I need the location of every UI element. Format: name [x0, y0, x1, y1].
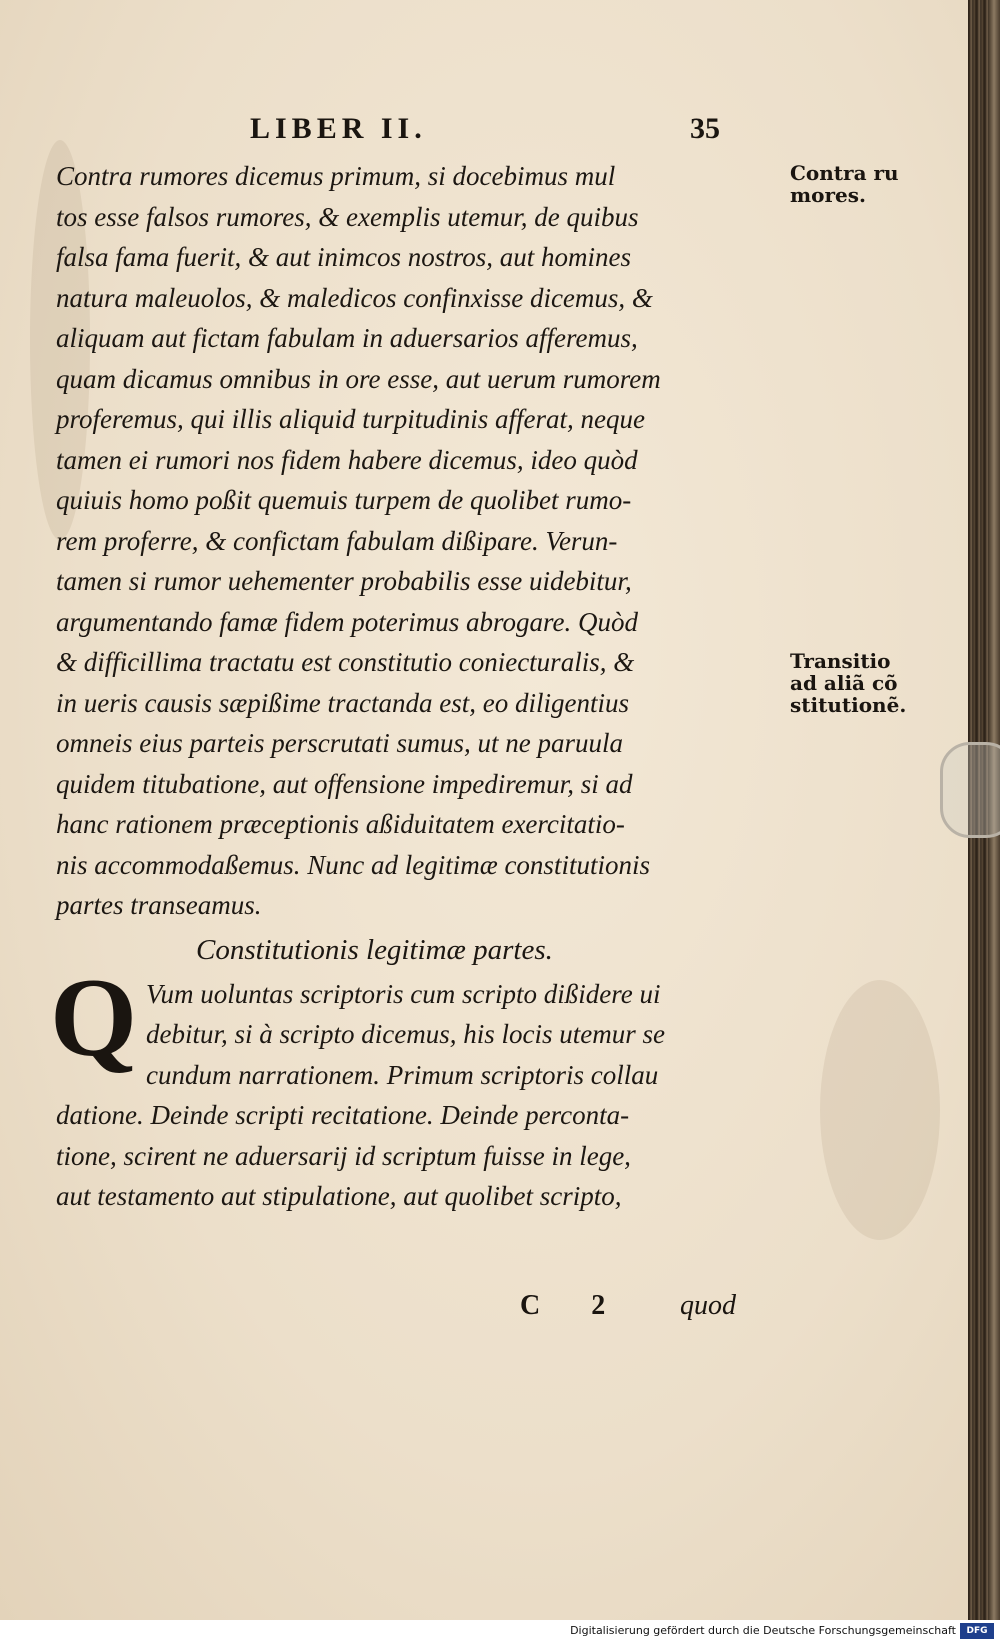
text-line: tamen si rumor uehementer probabilis esse uidebitur, [56, 566, 632, 596]
page-footer-line [520, 1290, 760, 1330]
text-line: rem proferre, & confictam fabulam dißipare. Verun- [56, 525, 618, 556]
catchword: quod [680, 1290, 736, 1321]
text-line: quiuis homo poßit quemuis turpem de quolibet rumo- [56, 485, 632, 515]
running-header [250, 112, 750, 152]
funding-credit: Digitalisierung gefördert durch die Deutsche Forschungsgemeinschaft [570, 1624, 956, 1637]
initial-paragraph [50, 955, 791, 1096]
main-text-block [50, 156, 791, 1217]
paper-stain [820, 980, 940, 1240]
text-line: in ueris causis sæpißime tractanda est, eo diligentius [56, 687, 629, 718]
text-line: cundum narrationem. Primum scriptoris collau [146, 1059, 659, 1090]
text-line: datione. Deinde scripti recitatione. Deinde perconta- [56, 1100, 630, 1130]
text-line: tos esse falsos rumores, & exemplis utemur, de quibus [56, 201, 639, 232]
text-line: debitur, si à scripto dicemus, his locis utemur se [146, 1019, 665, 1049]
text-line: tamen ei rumori nos fidem habere dicemus, ideo quòd [56, 444, 638, 475]
text-line: tione, scirent ne aduersarij id scriptum fuisse in lege, [56, 1140, 631, 1171]
text-line: quam dicamus omnibus in ore esse, aut uerum rumorem [56, 363, 661, 394]
text-line: quidem titubatione, aut offensione impediremur, si ad [56, 768, 633, 799]
margin-note-line: Transitio [790, 649, 891, 673]
book-clip [940, 742, 1000, 838]
dfg-logo: DFG [960, 1623, 994, 1639]
text-line: Contra rumores dicemus primum, si docebimus mul [56, 161, 616, 191]
margin-note-transitio [790, 650, 940, 716]
text-line: hanc rationem præceptionis aßiduitatem exercitatio- [56, 809, 625, 839]
text-line: omneis eius parteis perscrutati sumus, ut ne paruula [56, 728, 623, 758]
margin-note-line: ad aliã cõ [790, 671, 898, 695]
text-line: aliquam aut fictam fabulam in aduersarios afferemus, [56, 323, 638, 353]
margin-note-line: mores. [790, 183, 866, 207]
section-heading: Constitutionis legitimæ partes. [196, 933, 553, 966]
page-number: 35 [690, 112, 720, 145]
drop-cap-initial: Q [50, 955, 138, 1080]
text-line: partes transeamus. [56, 890, 262, 920]
text-line: nis accommodaßemus. Nunc ad legitimæ constitutionis [56, 849, 650, 880]
text-line: natura maleuolos, & maledicos confinxisse dicemus, & [56, 282, 653, 313]
signature-mark: C 2 [520, 1290, 628, 1321]
text-line: aut testamento aut stipulatione, aut quolibet scripto, [56, 1181, 622, 1211]
text-line: falsa fama fuerit, & aut inimcos nostros, aut homines [56, 242, 632, 272]
running-title: LIBER II. [250, 112, 427, 145]
margin-note-line: stitutionẽ. [790, 693, 907, 717]
text-line: & difficillima tractatu est constitutio coniecturalis, & [56, 647, 635, 677]
text-line: Vum uoluntas scriptoris cum scripto dißidere ui [146, 978, 661, 1009]
text-line: argumentando famæ fidem poterimus abrogare. Quòd [56, 606, 638, 637]
text-line: proferemus, qui illis aliquid turpitudinis afferat, neque [56, 404, 645, 434]
margin-note-line: Contra ru [790, 161, 899, 185]
digitization-footer [0, 1620, 1000, 1646]
margin-note-contra-rumores [790, 162, 940, 206]
